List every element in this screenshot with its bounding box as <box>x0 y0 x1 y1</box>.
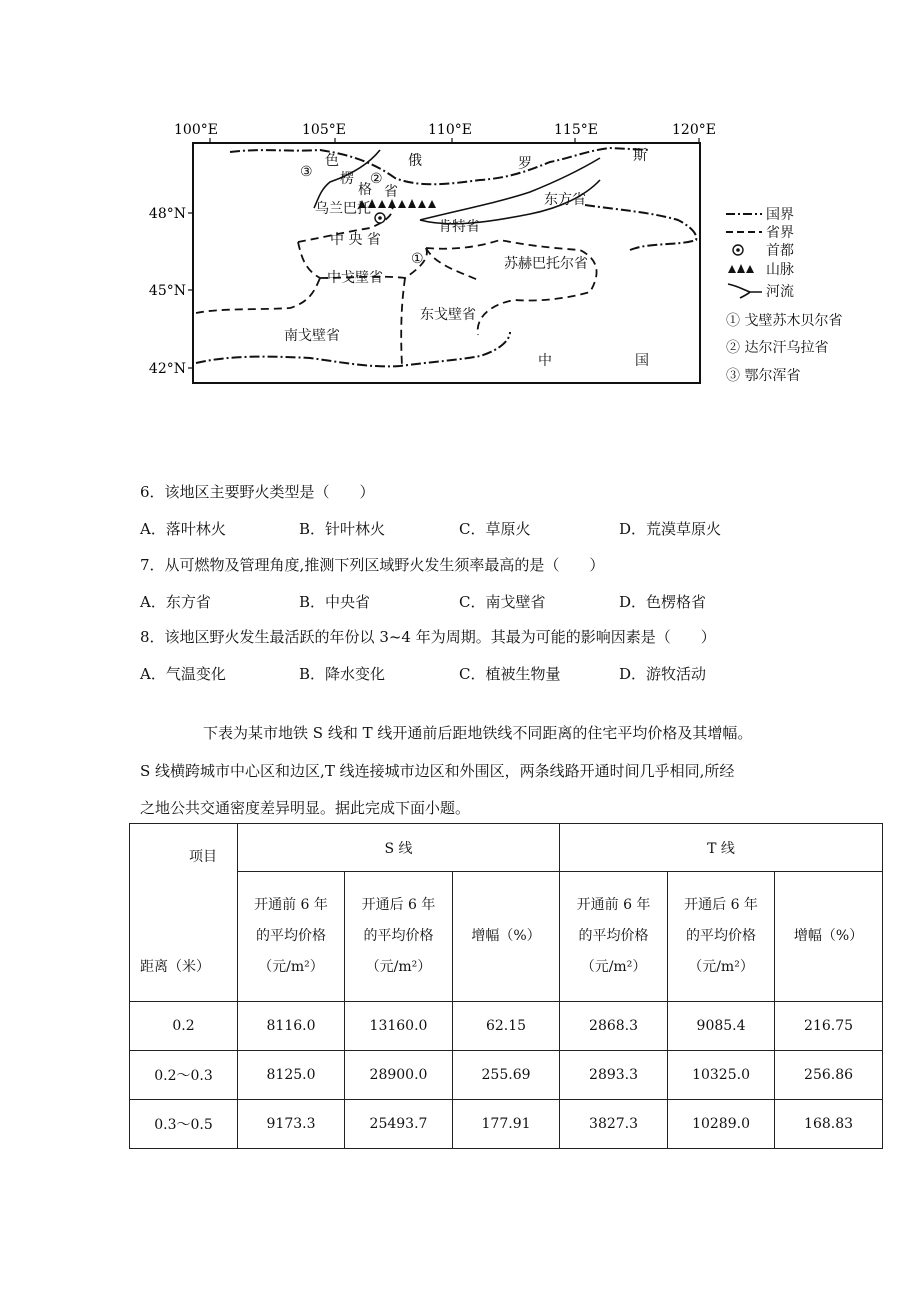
sub-header-line: 的平均价格 <box>256 928 326 944</box>
question-8-option-d: D．游牧活动 <box>619 665 707 683</box>
label-se: 色 <box>325 153 339 169</box>
label-e: 俄 <box>408 153 422 169</box>
provincial-borders <box>196 206 597 366</box>
label-dongfang: 东方省 <box>544 192 586 208</box>
label-dong-gobi: 东戈壁省 <box>420 307 476 323</box>
table-row <box>130 1002 883 1051</box>
table-cell: 0.3～0.5 <box>130 1100 238 1149</box>
sub-header-line: 的平均价格 <box>363 928 434 944</box>
legend-label: 国界 <box>766 207 794 223</box>
corner-label-distance: 距离（米） <box>140 959 210 975</box>
question-7-option-d: D．色楞格省 <box>619 593 707 611</box>
question-7-stem: 7．从可燃物及管理角度,推测下列区域野火发生须率最高的是（ ） <box>140 556 605 574</box>
label-ulaanbaatar: 乌兰巴托 <box>315 201 371 217</box>
label-leng: 楞 <box>340 171 354 187</box>
sub-header-cell <box>453 872 560 1002</box>
sub-header-cell <box>238 872 345 1002</box>
sub-header-cell <box>775 872 883 1002</box>
label-si: 斯 <box>633 148 647 164</box>
question-7-option-a: A．东方省 <box>140 593 211 611</box>
lat-label: 48°N <box>148 206 186 222</box>
sub-header-cell <box>345 872 453 1002</box>
legend-label: ① 戈壁苏木贝尔省 <box>726 313 843 329</box>
capital-ulaanbaatar-icon <box>375 213 385 223</box>
sub-header-line: 的平均价格 <box>686 928 757 944</box>
table-cell: 168.83 <box>775 1100 883 1149</box>
question-7-option-c: C．南戈壁省 <box>459 593 546 611</box>
table-cell: 9085.4 <box>668 1002 775 1051</box>
label-zhongyang: 中 央 省 <box>330 232 381 248</box>
sub-header-line: 开通后 6 年 <box>361 897 436 913</box>
sub-header-line: 开通前 6 年 <box>576 897 651 913</box>
lon-label: 120°E <box>672 122 716 138</box>
group-header-s: S 线 <box>238 824 560 872</box>
table-cell: 0.2～0.3 <box>130 1051 238 1100</box>
question-7-option-b: B．中央省 <box>299 593 371 611</box>
question-6-option-d: D．荒漠草原火 <box>619 520 722 538</box>
intro-line-2: S 线横跨城市中心区和边区,T 线连接城市边区和外围区，两条线路开通时间几乎相同,所经 <box>140 762 735 780</box>
question-6-option-c: C．草原火 <box>459 520 531 538</box>
price-table <box>129 823 883 1149</box>
map-svg <box>130 110 870 410</box>
lat-label: 45°N <box>148 283 186 299</box>
question-8-stem: 8．该地区野火发生最活跃的年份以 3~4 年为周期。其最为可能的影响因素是（ ） <box>140 628 716 646</box>
table-cell: 256.86 <box>775 1051 883 1100</box>
lon-label: 115°E <box>554 122 598 138</box>
question-8-option-c: C．植被生物量 <box>459 665 561 683</box>
label-zhong-gobi: 中戈壁省 <box>327 270 383 286</box>
legend-label: ③ 鄂尔浑省 <box>726 368 801 384</box>
lon-label: 110°E <box>428 122 472 138</box>
table-cell: 2868.3 <box>560 1002 668 1051</box>
question-8-option-b: B．降水变化 <box>299 665 386 683</box>
map-legend <box>726 207 842 384</box>
table-cell: 25493.7 <box>345 1100 453 1149</box>
sub-header-cell <box>668 872 775 1002</box>
sub-header-line: 开通后 6 年 <box>684 897 758 913</box>
label-circle2: ② <box>370 171 383 187</box>
question-6-stem: 6．该地区主要野火类型是（ ） <box>140 483 375 501</box>
table-cell: 3827.3 <box>560 1100 668 1149</box>
table-cell: 10325.0 <box>668 1051 775 1100</box>
sub-header-cell <box>560 872 668 1002</box>
legend-label: 山脉 <box>766 262 794 278</box>
label-sheng: 省 <box>384 184 398 200</box>
table-row <box>130 1051 883 1100</box>
table-cell: 8125.0 <box>238 1051 345 1100</box>
mongolia-map-figure <box>130 110 870 410</box>
label-nan-gobi: 南戈壁省 <box>284 328 340 344</box>
label-guo: 国 <box>635 353 649 369</box>
table-cell: 62.15 <box>453 1002 560 1051</box>
intro-line-1: 下表为某市地铁 S 线和 T 线开通前后距地铁线不同距离的住宅平均价格及其增幅。 <box>203 724 753 742</box>
map-frame <box>193 143 700 383</box>
sub-header-line: 开通前 6 年 <box>254 897 328 913</box>
table-cell: 9173.3 <box>238 1100 345 1149</box>
table-cell: 255.69 <box>453 1051 560 1100</box>
table-cell: 2893.3 <box>560 1051 668 1100</box>
lon-label: 105°E <box>302 122 346 138</box>
intro-line-3: 之地公共交通密度差异明显。据此完成下面小题。 <box>140 799 471 817</box>
label-luo: 罗 <box>518 156 532 172</box>
group-header-t: T 线 <box>560 824 883 872</box>
legend-label: ② 达尔汗乌拉省 <box>726 340 829 356</box>
sub-header-line: （元/m²） <box>365 959 432 975</box>
sub-header-line: （元/m²） <box>258 959 324 975</box>
national-border <box>196 148 696 366</box>
legend-label: 省界 <box>766 225 794 241</box>
sub-header-line: 增幅（%） <box>793 928 864 944</box>
label-ge: 格 <box>358 182 372 198</box>
question-8-option-a: A．气温变化 <box>140 665 226 683</box>
question-6-option-b: B．针叶林火 <box>299 520 386 538</box>
table-cell: 8116.0 <box>238 1002 345 1051</box>
mountain-icon <box>728 264 754 273</box>
sub-header-line: （元/m²） <box>580 959 647 975</box>
label-circle1: ① <box>411 251 424 267</box>
legend-label: 首都 <box>766 243 794 259</box>
river-icon <box>728 284 762 298</box>
sub-header-line: （元/m²） <box>688 959 754 975</box>
table-cell: 28900.0 <box>345 1051 453 1100</box>
capital-icon <box>733 245 743 255</box>
corner-label-item: 项目 <box>189 849 217 865</box>
table-cell: 177.91 <box>453 1100 560 1149</box>
sub-header-line: 增幅（%） <box>471 928 541 944</box>
table-cell: 10289.0 <box>668 1100 775 1149</box>
table-corner-cell <box>130 824 238 1002</box>
question-6-option-a: A．落叶林火 <box>140 520 226 538</box>
table-cell: 216.75 <box>775 1002 883 1051</box>
label-zhong: 中 <box>538 353 552 369</box>
label-kente: 肯特省 <box>438 219 480 235</box>
sub-header-line: 的平均价格 <box>578 928 649 944</box>
table-cell: 0.2 <box>130 1002 238 1051</box>
table-cell: 13160.0 <box>345 1002 453 1051</box>
lat-label: 42°N <box>148 361 186 377</box>
lon-label: 100°E <box>174 122 218 138</box>
table-row <box>130 1100 883 1149</box>
legend-label: 河流 <box>766 284 794 300</box>
label-suhebaatar: 苏赫巴托尔省 <box>504 256 588 272</box>
label-circle3: ③ <box>300 164 313 180</box>
